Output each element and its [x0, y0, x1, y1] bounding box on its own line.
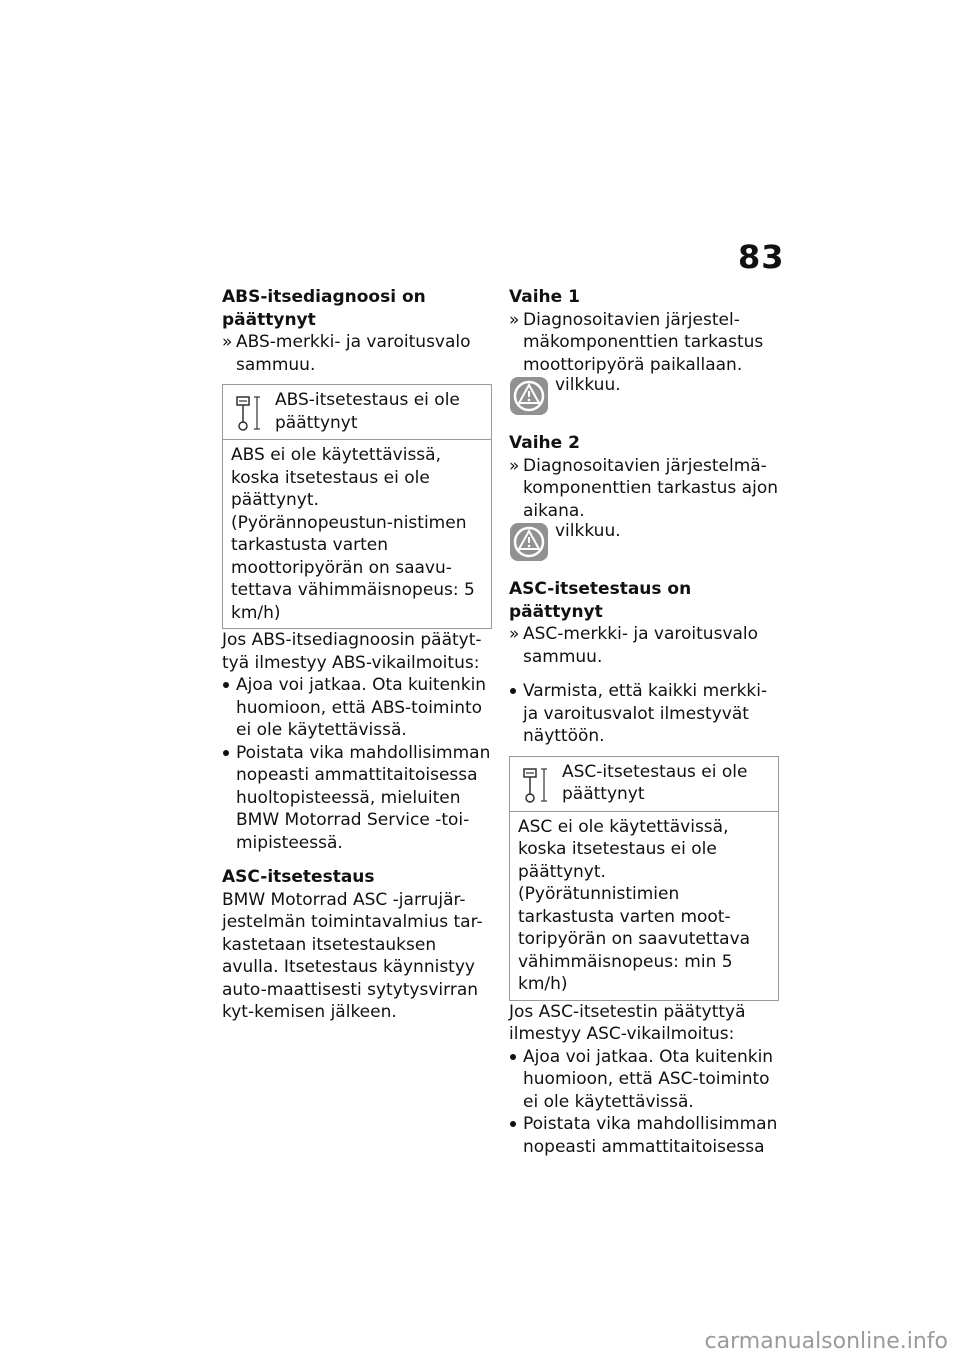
asc-bullet-item — [509, 1046, 779, 1114]
page-number: 83 — [738, 238, 785, 276]
left-column — [222, 286, 492, 1024]
abs-result-item — [222, 331, 492, 376]
asc-fault-intro: Jos ASC-itsetestin päätyttyä ilmestyy ASC-vikailmoitus: — [509, 1001, 746, 1044]
asc-bullet-item — [509, 1113, 779, 1158]
asc-notice-title: ASC-itsetestaus ei ole päättynyt — [562, 761, 748, 804]
warning-lamp-icon — [509, 522, 549, 562]
abs-notice-box — [222, 384, 492, 629]
bullet-dot-icon — [223, 682, 229, 688]
abs-bullet-item — [222, 742, 492, 855]
abs-diagnosis-heading: ABS-itsediagnoosi on päättynyt — [222, 287, 426, 330]
asc-done-text: ASC-merkki- ja varoitusvalo sammuu. — [523, 624, 759, 667]
caution-tool-icon — [520, 765, 554, 805]
watermark-text: carmanualsonline.info — [704, 1329, 948, 1354]
asc-done-bullet — [509, 680, 779, 748]
abs-bullet-item — [222, 674, 492, 742]
vaihe1-heading: Vaihe 1 — [509, 287, 580, 307]
abs-notice-title: ABS-itsetestaus ei ole päättynyt — [275, 390, 460, 433]
asc-notice-header — [510, 757, 778, 812]
asc-selftest-heading: ASC-itsetestaus — [222, 867, 375, 887]
asc-selftest-text: BMW Motorrad ASC -jarrujär-jestelmän toimintavalmius tar-kastetaan itsetestauksen avulla. Itsetestaus käynnistyy auto-maattisesti sytytysvirran kyt-kemisen jälkeen. — [222, 889, 483, 1022]
abs-result-text: ABS-merkki- ja varoitusvalo sammuu. — [236, 332, 471, 375]
vaihe1-warning-row — [509, 376, 779, 420]
asc-bullet-text: Ajoa voi jatkaa. Ota kuitenkin huomioon, että ASC-toiminto ei ole käytettävissä. — [523, 1046, 774, 1112]
caution-tool-icon — [233, 393, 267, 433]
vaihe2-heading: Vaihe 2 — [509, 433, 580, 453]
vaihe1-text: Diagnosoitavien järjestel-mäkomponenttien tarkastus moottoripyörä paikallaan. — [523, 309, 764, 375]
asc-bullet-text: Poistata vika mahdollisimman nopeasti ammattitaitoisessa — [523, 1114, 778, 1157]
asc-notice-box — [509, 756, 779, 1001]
vaihe1-warning-text: vilkkuu. — [555, 375, 621, 395]
asc-done-bullet-text: Varmista, että kaikki merkki- ja varoitusvalot ilmestyvät näyttöön. — [523, 681, 768, 746]
vaihe2-warning-row — [509, 522, 779, 566]
right-column — [509, 286, 779, 1158]
vaihe2-warning-text: vilkkuu. — [555, 521, 621, 541]
vaihe2-item — [509, 455, 779, 523]
vaihe1-item — [509, 309, 779, 377]
abs-notice-body: ABS ei ole käytettävissä, koska itsetestaus ei ole päättynyt. (Pyörännopeustun-nistimen tarkastusta varten moottoripyörän on saavu-tettava vähimmäisnopeus: 5 km/h) — [231, 445, 475, 623]
arrow-marker-icon: » — [509, 624, 520, 644]
bullet-dot-icon — [510, 688, 516, 694]
arrow-marker-icon: » — [509, 455, 520, 476]
arrow-marker-icon: » — [222, 332, 233, 352]
asc-notice-body: ASC ei ole käytettävissä, koska itsetestaus ei ole päättynyt. (Pyörätunnistimien tarkastusta varten moot-toripyörän on saavutettava vähimmäisnopeus: min 5 km/h) — [518, 816, 751, 994]
warning-lamp-icon — [509, 376, 549, 416]
bullet-dot-icon — [223, 750, 229, 756]
asc-done-heading: ASC-itsetestaus on päättynyt — [509, 579, 692, 622]
bullet-dot-icon — [510, 1121, 516, 1127]
abs-notice-header — [223, 385, 491, 440]
asc-done-item — [509, 623, 779, 668]
bullet-dot-icon — [510, 1054, 516, 1060]
vaihe2-text: Diagnosoitavien järjestelmä-komponenttien tarkastus ajon aikana. — [523, 455, 778, 521]
abs-bullet-text: Ajoa voi jatkaa. Ota kuitenkin huomioon, että ABS-toiminto ei ole käytettävissä. — [236, 675, 487, 740]
abs-fault-intro: Jos ABS-itsediagnoosin päätyt-tyä ilmestyy ABS-vikailmoitus: — [222, 630, 482, 673]
abs-bullet-text: Poistata vika mahdollisimman nopeasti ammattitaitoisessa huoltopisteessä, mieluiten BMW Motorrad Service -toi-mipisteessä. — [236, 742, 491, 853]
arrow-marker-icon: » — [509, 309, 520, 330]
